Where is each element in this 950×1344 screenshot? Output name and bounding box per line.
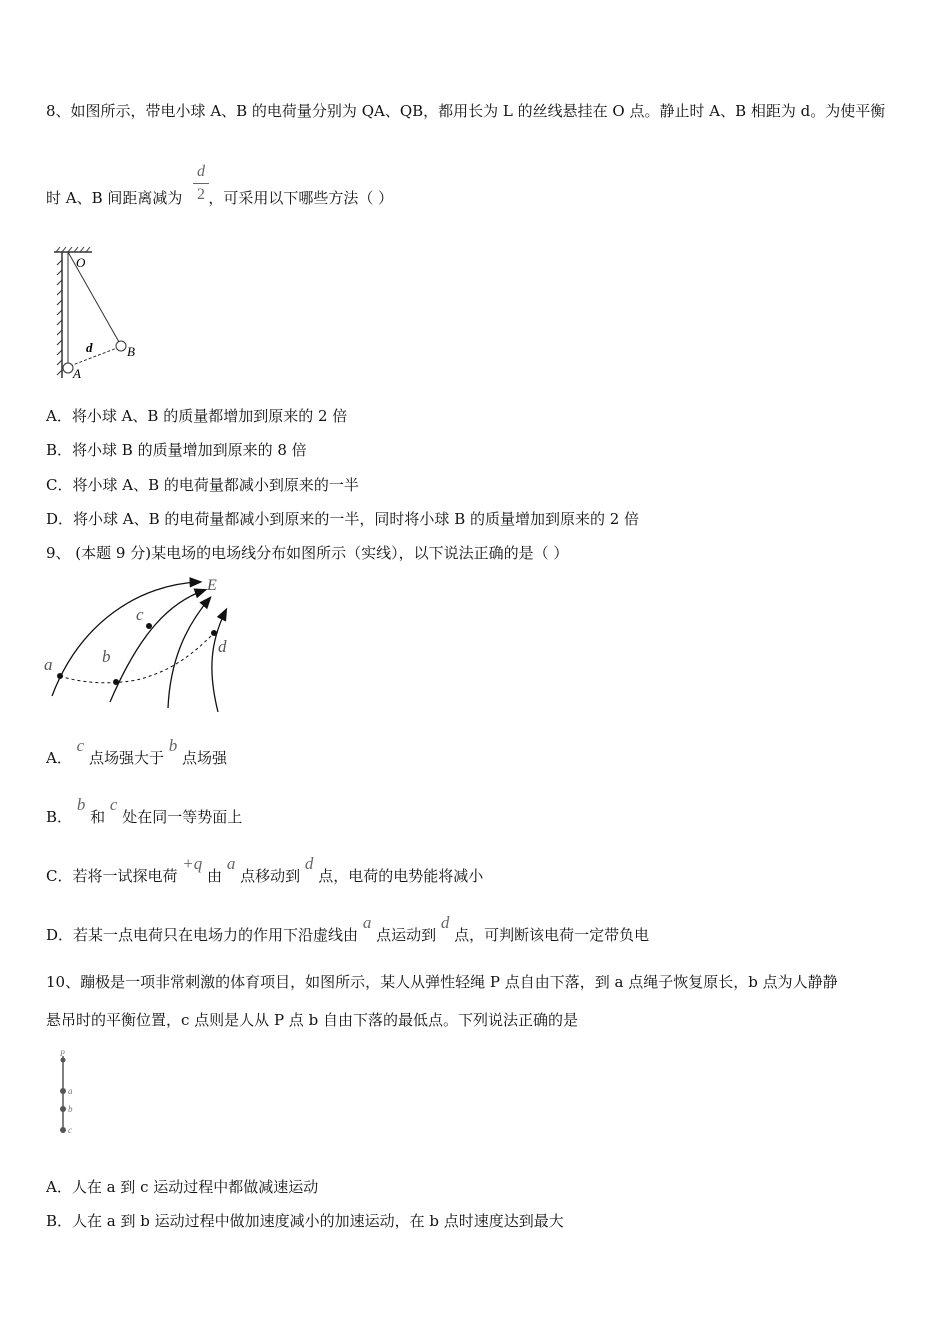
q9-field-lines-figure bbox=[40, 572, 240, 717]
q9-option-a[interactable]: A． c 点场强大于 b 点场强 bbox=[46, 736, 228, 767]
q8-fraction-denominator: 2 bbox=[197, 186, 205, 203]
q9-label-E: E bbox=[207, 577, 217, 594]
q8-label-O: O bbox=[76, 255, 86, 270]
q9-opt-a-var1: c bbox=[76, 736, 85, 755]
q8-option-c[interactable]: C．将小球 A、B 的电荷量都减小到原来的一半 bbox=[46, 476, 359, 494]
q8-option-a[interactable]: A．将小球 A、B 的质量都增加到原来的 2 倍 bbox=[46, 407, 348, 425]
q8-option-d[interactable]: D．将小球 A、B 的电荷量都减小到原来的一半，同时将小球 B 的质量增加到原来的 2 倍 bbox=[46, 510, 640, 528]
q9-opt-b-var1: b bbox=[76, 795, 86, 814]
q9-opt-b-var2: c bbox=[109, 795, 118, 814]
q9-label-d: d bbox=[218, 637, 227, 656]
q9-option-b[interactable]: B． b 和 c 处在同一等势面上 bbox=[46, 795, 243, 826]
q8-fraction-numerator: d bbox=[197, 163, 205, 180]
q10-stem-line1: 10、蹦极是一项非常刺激的体育项目，如图所示，某人从弹性轻绳 P 点自由下落，到 a 点绳子恢复原长，b 点为人静静 bbox=[46, 973, 838, 991]
q9-option-d[interactable]: D．若某一点电荷只在电场力的作用下沿虚线由 a 点运动到 d 点，可判断该电荷一定带负电 bbox=[46, 913, 650, 944]
q9-label-b: b bbox=[102, 647, 111, 666]
q8-stem-line2-pre: 时 A、B 间距离减为 bbox=[46, 189, 183, 207]
q9-opt-c-var3: d bbox=[304, 854, 314, 873]
q8-option-b[interactable]: B．将小球 B 的质量增加到原来的 8 倍 bbox=[46, 441, 307, 459]
q9-label-a: a bbox=[44, 655, 53, 674]
q9-option-c[interactable]: C．若将一试探电荷 +q 由 a 点移动到 d 点，电荷的电势能将减小 bbox=[46, 854, 484, 885]
q8-label-A: A bbox=[73, 366, 81, 381]
q9-opt-c-var1: +q bbox=[182, 854, 203, 873]
q10-stem-line2: 悬吊时的平衡位置，c 点则是人从 P 点 b 自由下落的最低点。下列说法正确的是 bbox=[46, 1011, 578, 1029]
q10-label-a: a bbox=[68, 1086, 73, 1096]
q9-opt-a-var2: b bbox=[168, 736, 178, 755]
q8-stem-line2-post: ，可采用以下哪些方法（ ） bbox=[208, 189, 394, 207]
q8-stem-line2 bbox=[46, 188, 393, 208]
q8-pendulum-figure bbox=[46, 246, 156, 386]
q9-stem: 9、 (本题 9 分)某电场的电场线分布如图所示（实线），以下说法正确的是（ ） bbox=[46, 544, 569, 562]
q8-stem-line1: 8、如图所示，带电小球 A、B 的电荷量分别为 QA、QB，都用长为 L 的丝线悬挂在 O 点。静止时 A、B 相距为 d。为使平衡 bbox=[46, 102, 886, 120]
q10-option-a[interactable]: A．人在 a 到 c 运动过程中都做减速运动 bbox=[46, 1178, 319, 1196]
q9-label-c: c bbox=[136, 605, 144, 624]
q10-label-b: b bbox=[68, 1104, 73, 1114]
q10-bungee-figure bbox=[54, 1048, 94, 1138]
q10-label-P: P bbox=[60, 1049, 65, 1058]
q9-opt-d-var2: d bbox=[440, 913, 450, 932]
q8-label-d: d bbox=[86, 340, 93, 355]
q9-opt-c-var2: a bbox=[226, 854, 236, 873]
q10-option-b[interactable]: B．人在 a 到 b 运动过程中做加速度减小的加速运动，在 b 点时速度达到最大 bbox=[46, 1212, 564, 1230]
q10-label-c: c bbox=[68, 1125, 72, 1135]
q9-opt-d-var1: a bbox=[362, 913, 372, 932]
q8-label-B: B bbox=[127, 344, 135, 359]
